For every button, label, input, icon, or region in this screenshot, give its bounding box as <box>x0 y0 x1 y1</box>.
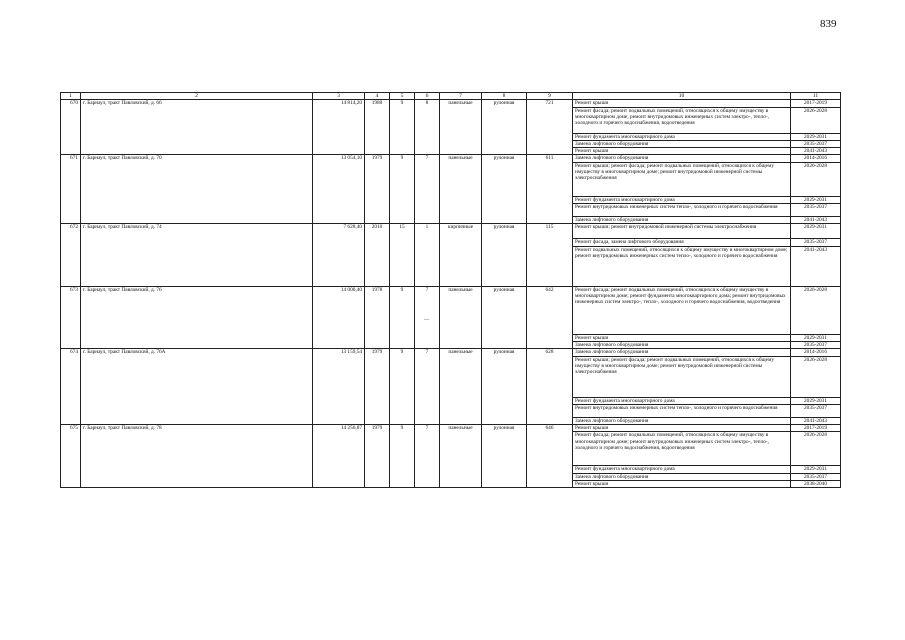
building-entrances <box>415 286 440 349</box>
page-number: 839 <box>820 18 837 30</box>
work-period: 2017-2019 <box>791 425 841 432</box>
wall-material: кирпичные <box>440 224 482 286</box>
building-area: 13 054,10 <box>313 155 365 224</box>
work-period: 2026-2028 <box>791 432 841 466</box>
building-floors: 15 <box>390 224 415 286</box>
building-entrances <box>415 155 440 224</box>
building-entrances <box>415 100 440 155</box>
work-description: Замена лифтового оборудования <box>573 140 791 147</box>
wall-material: панельные <box>440 100 482 155</box>
work-description: Ремонт подвальных помещений, относящихся к общему имуществу в многоквартирном доме; ремонт внутридомовых инженерных систем тепло-, холодного и горячего водоснабжения <box>573 246 791 286</box>
building-year: 1979 <box>365 425 390 488</box>
roof-type: рулонная <box>482 155 527 224</box>
column-number: 11 <box>791 93 841 100</box>
work-period: 2026-2028 <box>791 286 841 334</box>
roof-type: рулонная <box>482 100 527 155</box>
building-floors: 9 <box>390 425 415 488</box>
work-description: Ремонт фундамента многоквартирного дома <box>573 196 791 203</box>
table-row <box>61 155 841 162</box>
building-address: г. Барнаул, тракт Павловский, д. 76А <box>81 349 313 425</box>
work-period: 2038-2040 <box>791 481 841 488</box>
building-entrances-value: 7 <box>425 425 429 432</box>
work-description: Замена лифтового оборудования <box>573 473 791 480</box>
work-period: 2029-2031 <box>791 334 841 341</box>
margin-mark: — <box>424 316 430 323</box>
work-description: Ремонт внутридомовых инженерных систем тепло-, холодного и горячего водоснабжения <box>573 404 791 417</box>
building-entrances <box>415 224 440 286</box>
building-number: 673 <box>61 286 81 349</box>
building-entrances <box>415 349 440 425</box>
work-period: 2035-2037 <box>791 473 841 480</box>
work-period: 2026-2028 <box>791 356 841 397</box>
work-period: 2029-2031 <box>791 397 841 404</box>
work-period: 2035-2037 <box>791 404 841 417</box>
work-period: 2017-2019 <box>791 100 841 107</box>
work-description: Ремонт фундамента многоквартирного дома <box>573 466 791 473</box>
work-description: Замена лифтового оборудования <box>573 417 791 424</box>
column-number: 4 <box>365 93 390 100</box>
column-number: 8 <box>482 93 527 100</box>
work-description: Ремонт крыши <box>573 148 791 155</box>
work-description: Ремонт крыши; ремонт фасада; ремонт подвальных помещений, относящихся к общему имуществу в многоквартирном доме; ремонт внутридомовой инженерной системы электроснабжения <box>573 162 791 196</box>
building-address: г. Барнаул, тракт Павловский, д. 66 <box>81 100 313 155</box>
work-period: 2029-2031 <box>791 466 841 473</box>
roof-type: рулонная <box>482 224 527 286</box>
building-year: 2010 <box>365 224 390 286</box>
building-address: г. Барнаул, тракт Павловский, д. 76 <box>81 286 313 349</box>
work-period: 2035-2037 <box>791 204 841 217</box>
wall-material: панельные <box>440 349 482 425</box>
building-year: 1979 <box>365 349 390 425</box>
wall-material: панельные <box>440 155 482 224</box>
work-period: 2041-2043 <box>791 148 841 155</box>
work-period: 2026-2028 <box>791 107 841 133</box>
building-address: г. Барнаул, тракт Павловский, д. 78 <box>81 425 313 488</box>
wall-material: панельные <box>440 425 482 488</box>
work-period: 2014-2016 <box>791 155 841 162</box>
column-number: 1 <box>61 93 81 100</box>
work-period: 2041-2043 <box>791 246 841 286</box>
work-period: 2026-2028 <box>791 162 841 196</box>
building-floors: 9 <box>390 349 415 425</box>
work-period: 2041-2043 <box>791 417 841 424</box>
resident-count: 721 <box>527 100 573 155</box>
resident-count: 646 <box>527 425 573 488</box>
building-year: 1978 <box>365 286 390 349</box>
work-description: Ремонт внутридомовых инженерных систем тепло-, холодного и горячего водоснабжения <box>573 204 791 217</box>
work-period: 2029-2031 <box>791 224 841 239</box>
roof-type: рулонная <box>482 425 527 488</box>
building-entrances-value: 7 <box>425 349 429 356</box>
building-floors: 9 <box>390 155 415 224</box>
work-description: Замена лифтового оборудования <box>573 349 791 356</box>
building-entrances-value: 7 <box>425 286 429 293</box>
building-floors: 9 <box>390 100 415 155</box>
building-entrances <box>415 425 440 488</box>
building-floors: 9 <box>390 286 415 349</box>
work-description: Ремонт фасада; ремонт подвальных помещений, относящихся к общему имуществу в многоквартирном доме; ремонт внутридомовых инженерных систем электро-, тепло-, холодного и горячего водоснабжения, водоотведения <box>573 107 791 133</box>
building-area: 7 628,40 <box>313 224 365 286</box>
capital-repair-table <box>60 92 841 488</box>
work-description: Ремонт крыши <box>573 100 791 107</box>
table-row <box>61 286 841 334</box>
work-description: Ремонт фасада; ремонт подвальных помещений, относящихся к общему имуществу в многоквартирном доме; ремонт внутридомовых инженерных систем электро-, тепло-, холодного и горячего водоснабжения, водоотведения <box>573 432 791 466</box>
work-period: 2014-2016 <box>791 349 841 356</box>
table-body <box>61 93 841 488</box>
work-period: 2035-2037 <box>791 341 841 348</box>
building-address: г. Барнаул, тракт Павловский, д. 74 <box>81 224 313 286</box>
resident-count: 115 <box>527 224 573 286</box>
table-row <box>61 100 841 107</box>
building-number: 672 <box>61 224 81 286</box>
column-number: 6 <box>415 93 440 100</box>
resident-count: 628 <box>527 349 573 425</box>
wall-material: панельные <box>440 286 482 349</box>
building-year: 1980 <box>365 100 390 155</box>
building-area: 14 256,87 <box>313 425 365 488</box>
column-number: 2 <box>81 93 313 100</box>
column-number: 9 <box>527 93 573 100</box>
building-area: 14 000,40 <box>313 286 365 349</box>
building-entrances-value: 1 <box>425 224 429 231</box>
work-description: Ремонт крыши; ремонт фасада; ремонт подвальных помещений, относящихся к общему имуществу в многоквартирном доме; ремонт внутридомовой инженерной системы электроснабжения <box>573 356 791 397</box>
work-description: Ремонт фундамента многоквартирного дома <box>573 133 791 140</box>
work-description: Замена лифтового оборудования <box>573 217 791 224</box>
resident-count: 642 <box>527 286 573 349</box>
building-number: 671 <box>61 155 81 224</box>
table-row <box>61 224 841 239</box>
work-period: 2029-2031 <box>791 133 841 140</box>
work-period: 2035-2037 <box>791 239 841 246</box>
table-row <box>61 425 841 432</box>
work-description: Ремонт крыши <box>573 425 791 432</box>
column-number: 10 <box>573 93 791 100</box>
building-number: 675 <box>61 425 81 488</box>
column-number: 3 <box>313 93 365 100</box>
building-address: г. Барнаул, тракт Павловский, д. 70 <box>81 155 313 224</box>
column-number: 7 <box>440 93 482 100</box>
work-period: 2035-2037 <box>791 140 841 147</box>
work-period: 2029-2031 <box>791 196 841 203</box>
building-number: 674 <box>61 349 81 425</box>
building-entrances-value: 7 <box>425 155 429 162</box>
work-description: Ремонт крыши <box>573 481 791 488</box>
resident-count: 611 <box>527 155 573 224</box>
work-description: Ремонт фасада; ремонт подвальных помещений, относящихся к общему имуществу в многоквартирном доме; ремонт фундамента многоквартирного дома; ремонт внутридомовых инженерных систем электро-, тепло-, холодного и горячего водоснабжения, водоотведения <box>573 286 791 334</box>
work-description: Ремонт крыши; ремонт внутридомовой инженерной системы электроснабжения <box>573 224 791 239</box>
work-description: Ремонт фасада, замена лифтового оборудования <box>573 239 791 246</box>
work-description: Замена лифтового оборудования <box>573 155 791 162</box>
roof-type: рулонная <box>482 349 527 425</box>
building-area: 13 159,54 <box>313 349 365 425</box>
work-description: Замена лифтового оборудования <box>573 341 791 348</box>
table-row <box>61 349 841 356</box>
building-area: 14 814,20 <box>313 100 365 155</box>
roof-type: рулонная <box>482 286 527 349</box>
work-description: Ремонт крыши <box>573 334 791 341</box>
building-entrances-value: 8 <box>425 100 429 107</box>
work-description: Ремонт фундамента многоквартирного дома <box>573 397 791 404</box>
building-number: 670 <box>61 100 81 155</box>
column-number: 5 <box>390 93 415 100</box>
column-number-row <box>61 93 841 100</box>
building-year: 1979 <box>365 155 390 224</box>
work-period: 2041-2043 <box>791 217 841 224</box>
